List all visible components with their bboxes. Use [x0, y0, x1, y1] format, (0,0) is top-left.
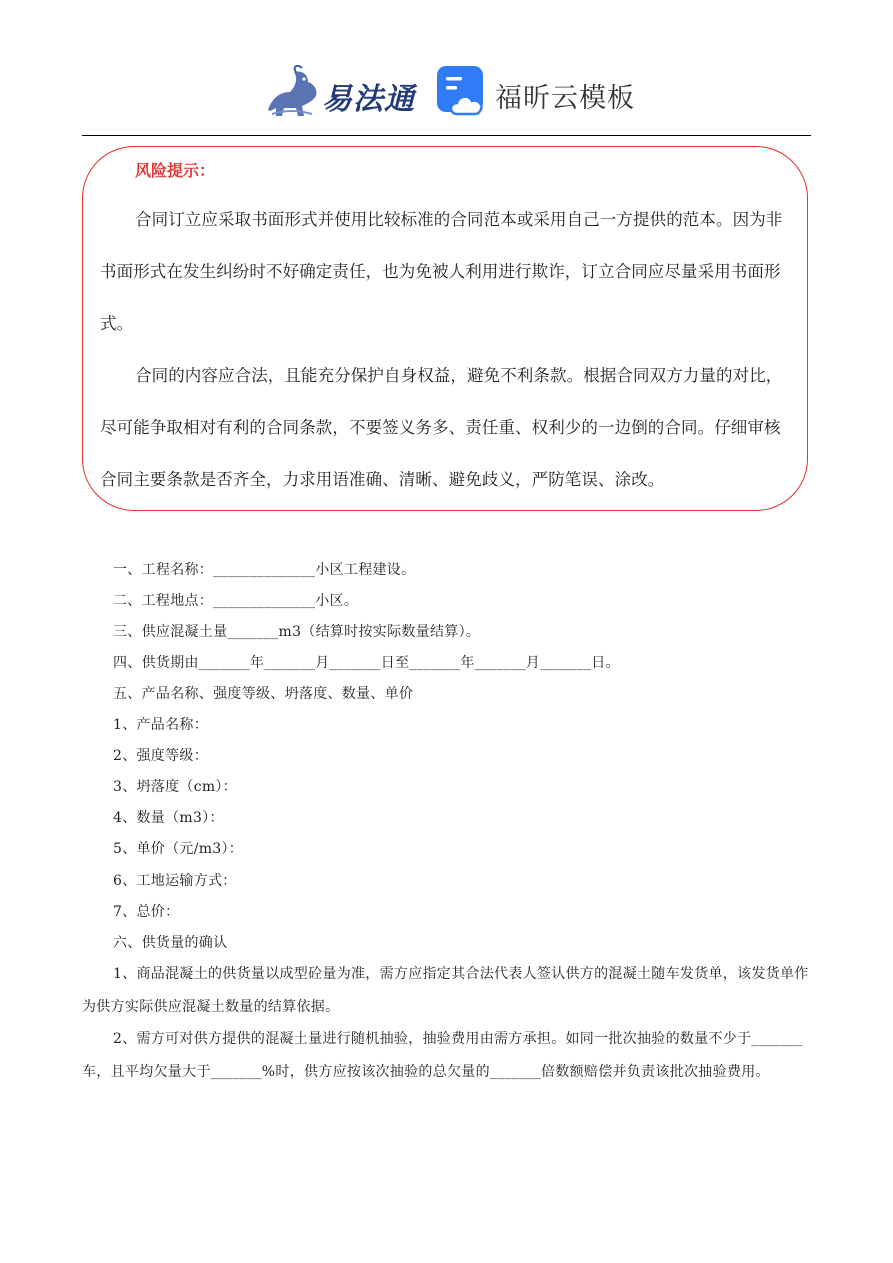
yifatong-logo [262, 62, 415, 120]
item-total-price: 7、总价： [113, 904, 180, 920]
page-header [0, 56, 893, 126]
cloud-document-icon [435, 64, 489, 118]
item-unit-price: 5、单价（元/m3）： [113, 841, 244, 857]
clause-supply-confirmation: 六、供货量的确认 [113, 935, 228, 951]
risk-paragraph-2: 合同的内容应合法，且能充分保护自身权益，避免不利条款。根据合同双方力量的对比，尽可能争取相对有利的合同条款，不要签义务多、责任重、权利少的一边倒的合同。仔细审核合同主要条款是否齐全，力求用语准确、清晰、避免歧义，严防笔误、涂改。 [100, 366, 783, 489]
clause-project-name: 一、工程名称：______________小区工程建设。 [113, 562, 416, 578]
item-slump: 3、坍落度（cm）： [113, 779, 238, 795]
clause-concrete-quantity: 三、供应混凝土量_______m3（结算时按实际数量结算）。 [113, 624, 481, 640]
brand-left-text: 易法通 [322, 82, 415, 117]
brand-right-text: 福昕云模板 [495, 83, 635, 114]
clause-supply-period: 四、供货期由_______年_______月_______日至_______年_______月_______日。 [113, 655, 620, 671]
item-quantity: 4、数量（m3）： [113, 810, 224, 826]
risk-notice-title: 风险提示： [135, 161, 216, 180]
clause-project-location: 二、工程地点：______________小区。 [113, 593, 359, 609]
risk-paragraph-1: 合同订立应采取书面形式并使用比较标准的合同范本或采用自己一方提供的范本。因为非书面形式在发生纠纷时不好确定责任，也为免被人利用进行欺诈，订立合同应尽量采用书面形式。 [100, 210, 783, 333]
item-strength-grade: 2、强度等级： [113, 748, 209, 764]
qilin-mascot-icon [262, 62, 324, 120]
item-product-name: 1、产品名称： [113, 717, 209, 733]
confirmation-paragraph-2: 2、需方可对供方提供的混凝土量进行随机抽验，抽验费用由需方承担。如同一批次抽验的数量不少于_______车，且平均欠量大于_______%时，供方应按该次抽验的总欠量的_______倍数额赔偿并负责该批次抽验费用。 [82, 1031, 803, 1080]
foxit-template-logo [435, 64, 645, 120]
clause-product-heading: 五、产品名称、强度等级、坍落度、数量、单价 [113, 686, 414, 702]
confirmation-paragraph-1: 1、商品混凝土的供货量以成型砼量为准，需方应指定其合法代表人签认供方的混凝土随车发货单，该发货单作为供方实际供应混凝土数量的结算依据。 [82, 966, 809, 1015]
header-divider [82, 135, 811, 136]
item-transport-method: 6、工地运输方式： [113, 873, 237, 889]
